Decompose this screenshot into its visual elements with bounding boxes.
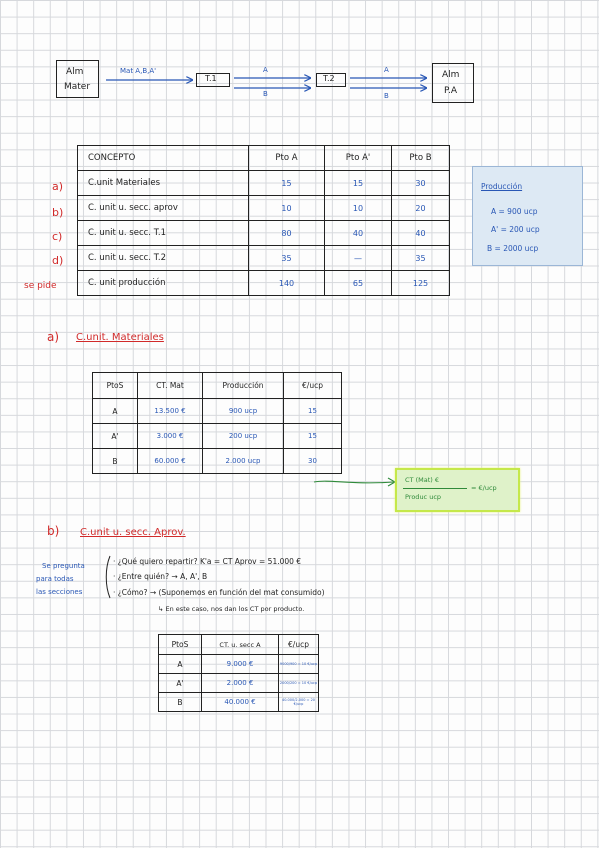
value-cell: 2.000 ucp <box>203 449 284 474</box>
value-cell: 30 <box>284 449 342 474</box>
value-cell: 20 <box>392 196 450 221</box>
formula-arrow <box>310 476 400 488</box>
value-cell: 40.000/2.000 = 20 €/ucp <box>279 693 319 712</box>
flow-arrows <box>0 0 599 120</box>
formula-box <box>395 468 520 512</box>
table-row <box>78 196 450 221</box>
concept-cell: C. unit u. secc. T.1 <box>78 221 249 246</box>
section-a-title: C.unit. Materiales <box>76 332 164 343</box>
header-concepto: CONCEPTO <box>78 146 249 171</box>
value-cell: 15 <box>284 424 342 449</box>
aprov-table <box>158 634 319 712</box>
node-t2-label: T.2 <box>323 74 335 83</box>
product-cell: A' <box>159 674 202 693</box>
edge-t2-bottom-label: B <box>384 92 389 100</box>
concept-cell: C. unit producción <box>78 271 249 296</box>
table-row <box>78 246 450 271</box>
node-alm-pa-line1: Alm <box>442 70 460 80</box>
product-cell: A <box>93 399 138 424</box>
value-cell: 900 ucp <box>203 399 284 424</box>
node-t2 <box>316 73 346 87</box>
row-marker-se-pide: se pide <box>24 281 57 291</box>
table-row <box>159 655 319 674</box>
node-t1 <box>196 73 230 87</box>
value-cell: 9.000 € <box>202 655 279 674</box>
value-cell: 13.500 € <box>138 399 203 424</box>
header-pto-b: Pto B <box>392 146 450 171</box>
formula-numerator: CT (Mat) € <box>405 476 439 484</box>
edge-t1-bottom-label: B <box>263 90 268 98</box>
node-alm-mater-line2: Mater <box>64 82 91 92</box>
value-cell: 3.000 € <box>138 424 203 449</box>
value-cell: 40.000 € <box>202 693 279 712</box>
note-line: ↳ En este caso, nos dan los CT por producto. <box>158 605 305 613</box>
value-cell: 15 <box>249 171 325 196</box>
table-row <box>78 271 450 296</box>
header-ptos: PtoS <box>159 635 202 655</box>
row-marker-a: a) <box>52 180 64 193</box>
node-alm-pa <box>432 63 474 103</box>
side-note-line: Se pregunta <box>42 562 85 570</box>
value-cell: 30 <box>392 171 450 196</box>
value-cell: 140 <box>249 271 325 296</box>
node-alm-pa-line2: P.A <box>444 86 458 96</box>
question-line: · ¿Entre quién? → A, A', B <box>113 572 208 581</box>
table-row <box>159 674 319 693</box>
value-cell: 15 <box>284 399 342 424</box>
value-cell: 40 <box>392 221 450 246</box>
concept-cell: C.unit Materiales <box>78 171 249 196</box>
production-line: A = 900 ucp <box>491 207 538 216</box>
product-cell: A' <box>93 424 138 449</box>
concept-cell: C. unit u. secc. aprov <box>78 196 249 221</box>
product-cell: A <box>159 655 202 674</box>
header-produccion: Producción <box>203 373 284 399</box>
formula-result: = €/ucp <box>471 484 497 492</box>
value-cell: 35 <box>392 246 450 271</box>
header-eur-ucp: €/ucp <box>279 635 319 655</box>
materials-table <box>92 372 342 474</box>
production-title: Producción <box>481 182 523 191</box>
product-cell: B <box>93 449 138 474</box>
question-line: · ¿Qué quiero repartir? K'a = CT Aprov = 51.000 € <box>113 557 302 566</box>
section-a-marker: a) <box>47 330 60 344</box>
value-cell: 9000/900 = 10 €/ucp <box>279 655 319 674</box>
production-line: A' = 200 ucp <box>491 225 540 234</box>
value-cell: 40 <box>325 221 392 246</box>
table-row <box>93 449 342 474</box>
side-note-bracket <box>102 554 112 600</box>
edge-t1-top-label: A <box>263 66 268 74</box>
row-marker-b: b) <box>52 206 64 219</box>
value-cell: 2.000 € <box>202 674 279 693</box>
value-cell: 15 <box>325 171 392 196</box>
value-cell: 80 <box>249 221 325 246</box>
header-ct-secc: CT. u. secc A <box>202 635 279 655</box>
table-row <box>78 171 450 196</box>
section-b-title: C.unit u. secc. Aprov. <box>80 527 186 538</box>
value-cell: 10 <box>325 196 392 221</box>
header-eur-ucp: €/ucp <box>284 373 342 399</box>
value-cell: 10 <box>249 196 325 221</box>
table-row <box>78 221 450 246</box>
production-line: B = 2000 ucp <box>487 244 539 253</box>
product-cell: B <box>159 693 202 712</box>
formula-denominator: Produc ucp <box>405 493 442 501</box>
header-ptos: PtoS <box>93 373 138 399</box>
row-marker-d: d) <box>52 254 64 267</box>
edge-materials-label: Mat A,B,A' <box>120 67 157 75</box>
side-note-line: las secciones <box>36 588 83 596</box>
table-row <box>159 693 319 712</box>
value-cell: 60.000 € <box>138 449 203 474</box>
side-note-line: para todas <box>36 575 74 583</box>
production-box <box>472 166 583 266</box>
value-cell: 65 <box>325 271 392 296</box>
header-ct-mat: CT. Mat <box>138 373 203 399</box>
concept-cell: C. unit u. secc. T.2 <box>78 246 249 271</box>
value-cell: 2000/200 = 10 €/ucp <box>279 674 319 693</box>
value-cell: 200 ucp <box>203 424 284 449</box>
table-row <box>93 424 342 449</box>
fraction-bar <box>403 488 467 489</box>
header-pto-a: Pto A <box>249 146 325 171</box>
concept-table <box>77 145 450 296</box>
edge-t2-top-label: A <box>384 66 389 74</box>
question-line: · ¿Cómo? → (Suponemos en función del mat consumido) <box>113 588 325 597</box>
header-pto-a2: Pto A' <box>325 146 392 171</box>
value-cell: 125 <box>392 271 450 296</box>
section-b-marker: b) <box>47 524 60 538</box>
node-alm-mater-line1: Alm <box>66 67 84 77</box>
node-t1-label: T.1 <box>205 74 217 83</box>
value-cell: — <box>325 246 392 271</box>
row-marker-c: c) <box>52 230 63 243</box>
table-row <box>93 399 342 424</box>
value-cell: 35 <box>249 246 325 271</box>
